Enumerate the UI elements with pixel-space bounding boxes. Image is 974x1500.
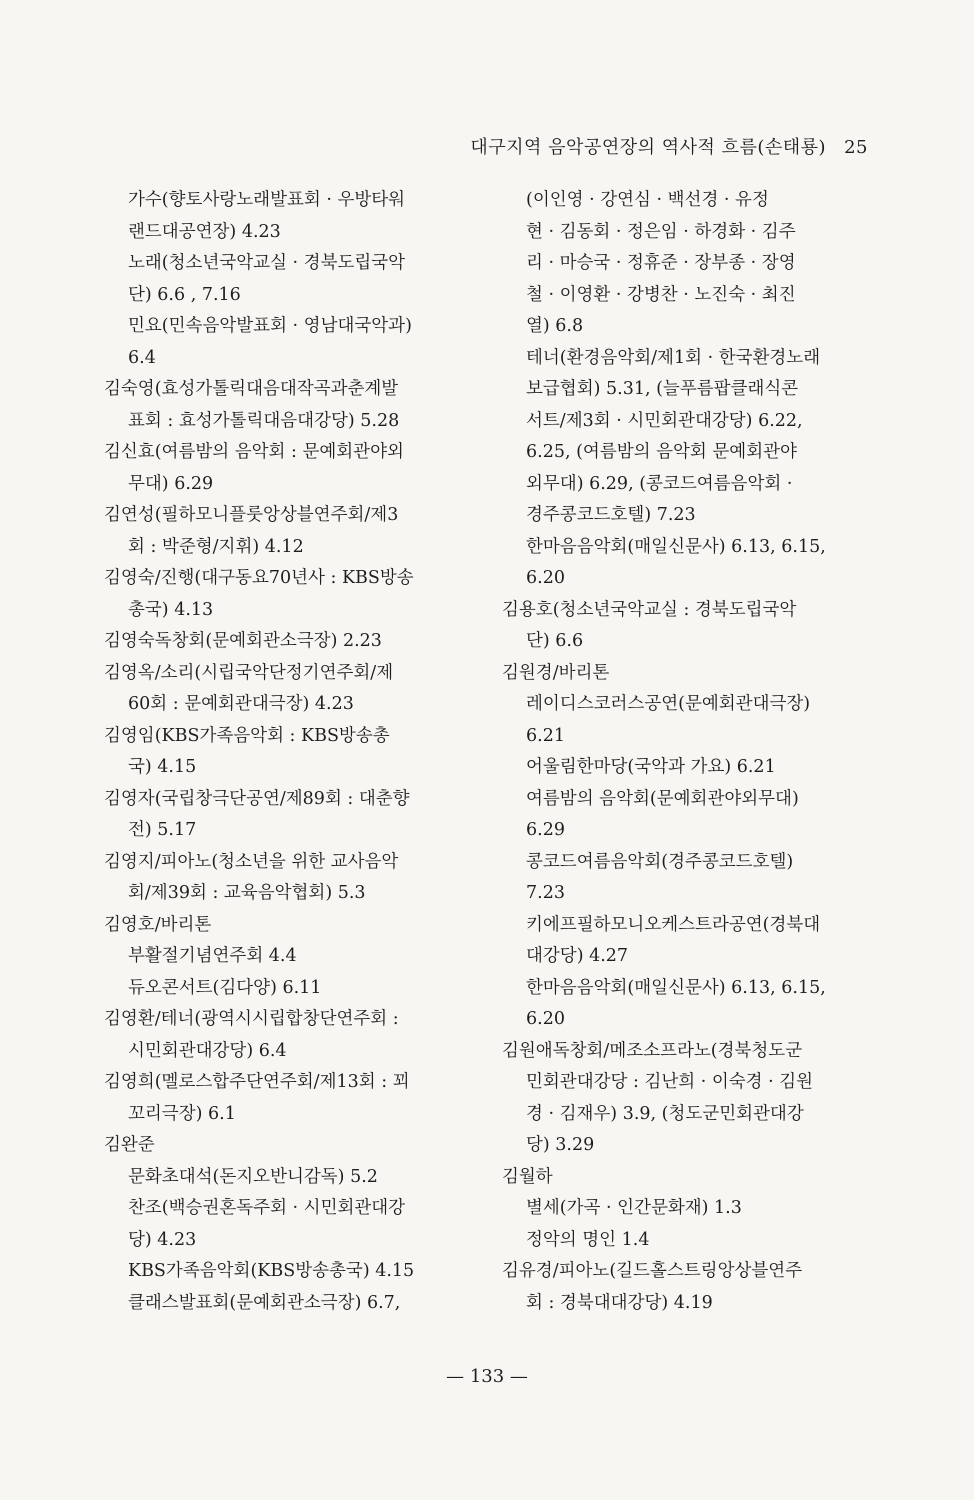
index-entry-heading: 김연성(필하모니플룻앙상블연주회/제3	[104, 505, 399, 525]
index-entry-heading: 김영임(KBS가족음악회 : KBS방송총	[104, 725, 390, 746]
index-entry-line: 부활절기념연주회 4.4	[128, 946, 297, 966]
index-entry-line: 민요(민속음악발표회 · 영남대국악과)	[128, 316, 412, 336]
left-column	[104, 185, 474, 1319]
index-entry-heading: 김영자(국립창극단공연/제89회 : 대춘향	[104, 788, 410, 809]
index-entry-line: 대강당) 4.27	[526, 946, 629, 966]
index-entry-line: 6.20	[526, 1009, 565, 1029]
index-entry-heading: 김용호(청소년국악교실 : 경북도립국악	[502, 599, 797, 620]
index-entry-line: 찬조(백승권혼독주회 · 시민회관대강	[128, 1198, 406, 1218]
index-entry-line: 콩코드여름음악회(경주콩코드호텔)	[526, 851, 794, 872]
index-entry-line: 현 · 김동회 · 정은임 · 하경화 · 김주	[526, 221, 796, 242]
index-entry-line: 문화초대석(돈지오반니감독) 5.2	[128, 1166, 378, 1187]
header-page-number: 25	[844, 137, 868, 158]
index-entry-line: 어울림한마당(국악과 가요) 6.21	[526, 757, 776, 777]
running-title: 대구지역 음악공연장의 역사적 흐름(손태룡)	[470, 137, 827, 158]
index-entry-line: 무대) 6.29	[128, 473, 214, 494]
index-entry-line: 6.21	[526, 725, 565, 746]
index-entry-line: 단) 6.6	[526, 631, 584, 651]
index-entry-line: 당) 4.23	[128, 1229, 197, 1250]
index-entry-line: 열) 6.8	[526, 316, 584, 336]
index-entry-line: 회 : 경북대대강당) 4.19	[526, 1292, 713, 1313]
index-entry-line: 경 · 김재우) 3.9, (청도군민회관대강	[526, 1103, 804, 1124]
index-entry-line: 한마음음악회(매일신문사) 6.13, 6.15,	[526, 977, 826, 998]
index-entry-line: 단) 6.6 , 7.16	[128, 284, 241, 305]
index-entry-line: 철 · 이영환 · 강병찬 · 노진숙 · 최진	[526, 284, 796, 305]
index-entry-line: 랜드대공연장) 4.23	[128, 221, 281, 242]
index-entry-line: 민회관대강당 : 김난희 · 이숙경 · 김원	[526, 1072, 814, 1092]
index-entry-line: 총국) 4.13	[128, 599, 214, 620]
index-entry-line: 회/제39회 : 교육음악협회) 5.3	[128, 883, 366, 903]
page-number-footer: — 133 —	[446, 1366, 528, 1387]
index-entry-line: 당) 3.29	[526, 1135, 595, 1155]
index-entry-heading: 김영옥/소리(시립국악단정기연주회/제	[104, 662, 394, 683]
index-entry-line: 별세(가곡 · 인간문화재) 1.3	[526, 1198, 742, 1218]
index-entry-line: 보급협회) 5.31, (늘푸름팝클래식콘	[526, 379, 799, 399]
index-entry-line: 6.4	[128, 347, 156, 368]
index-entry-heading: 김숙영(효성가톨릭대음대작곡과춘계발	[104, 379, 399, 399]
index-entry-line: 레이디스코러스공연(문예회관대극장)	[526, 694, 811, 714]
index-entry-heading: 김원경/바리톤	[502, 662, 610, 683]
index-entry-line: 회 : 박준형/지휘) 4.12	[128, 536, 304, 557]
index-entry-heading: 김영환/테너(광역시시립합창단연주회 :	[104, 1009, 399, 1029]
index-entry-line: 노래(청소년국악교실 · 경북도립국악	[128, 253, 406, 273]
index-entry-line: 클래스발표회(문예회관소극장) 6.7,	[128, 1292, 401, 1313]
index-entry-line: 한마음음악회(매일신문사) 6.13, 6.15,	[526, 536, 826, 557]
index-entry-line: 국) 4.15	[128, 757, 197, 777]
index-entry-heading: 김월하	[502, 1166, 553, 1187]
index-entry-heading: 김완준	[104, 1135, 155, 1155]
index-entry-line: 키에프필하모니오케스트라공연(경북대	[526, 914, 821, 935]
index-entry-line: 꼬리극장) 6.1	[128, 1103, 236, 1124]
index-entry-line: 듀오콘서트(김다양) 6.11	[128, 977, 322, 998]
index-entry-line: 가수(향토사랑노래발표회 · 우방타워	[128, 190, 406, 210]
index-entry-line: 6.29	[526, 820, 565, 840]
index-entry-line: 경주콩코드호텔) 7.23	[526, 505, 696, 525]
index-entry-line: 6.25, (여름밤의 음악회 문예회관야	[526, 442, 797, 462]
index-entry-heading: 김영희(멜로스합주단연주회/제13회 : 꾀	[104, 1072, 410, 1092]
index-entry-line: 전) 5.17	[128, 820, 197, 840]
index-entry-heading: 김신효(여름밤의 음악회 : 문예회관야외	[104, 442, 404, 462]
right-column	[502, 185, 874, 1319]
index-entry-line: 표회 : 효성가톨릭대음대강당) 5.28	[128, 410, 400, 431]
index-entry-heading: 김영숙독창회(문예회관소극장) 2.23	[104, 631, 382, 651]
index-entry-line: 6.20	[526, 568, 565, 588]
index-entry-line: 테너(환경음악회/제1회 · 한국환경노래	[526, 347, 821, 368]
index-entry-line: 리 · 마승국 · 정휴준 · 장부종 · 장영	[526, 253, 796, 273]
index-entry-line: 60회 : 문예회관대극장) 4.23	[128, 694, 354, 714]
index-entry-line: 여름밤의 음악회(문예회관야외무대)	[526, 788, 799, 809]
index-entry-heading: 김영숙/진행(대구동요70년사 : KBS방송	[104, 568, 414, 588]
index-entry-line: KBS가족음악회(KBS방송총국) 4.15	[128, 1261, 415, 1281]
index-entry-heading: 김원애독창회/메조소프라노(경북청도군	[502, 1040, 803, 1061]
index-entry-line: 7.23	[526, 883, 565, 903]
index-entry-line: 시민회관대강당) 6.4	[128, 1040, 287, 1061]
index-entry-heading: 김영호/바리톤	[104, 914, 212, 935]
index-entry-line: 외무대) 6.29, (콩코드여름음악회 ·	[526, 473, 793, 494]
index-entry-line: (이인영 · 강연심 · 백선경 · 유정	[526, 190, 769, 210]
running-header	[470, 133, 868, 159]
index-entry-line: 정악의 명인 1.4	[526, 1229, 650, 1250]
index-entry-heading: 김유경/피아노(길드홀스트링앙상블연주	[502, 1261, 803, 1281]
index-entry-line: 서트/제3회 · 시민회관대강당) 6.22,	[526, 410, 803, 431]
index-entry-heading: 김영지/피아노(청소년을 위한 교사음악	[104, 851, 399, 872]
